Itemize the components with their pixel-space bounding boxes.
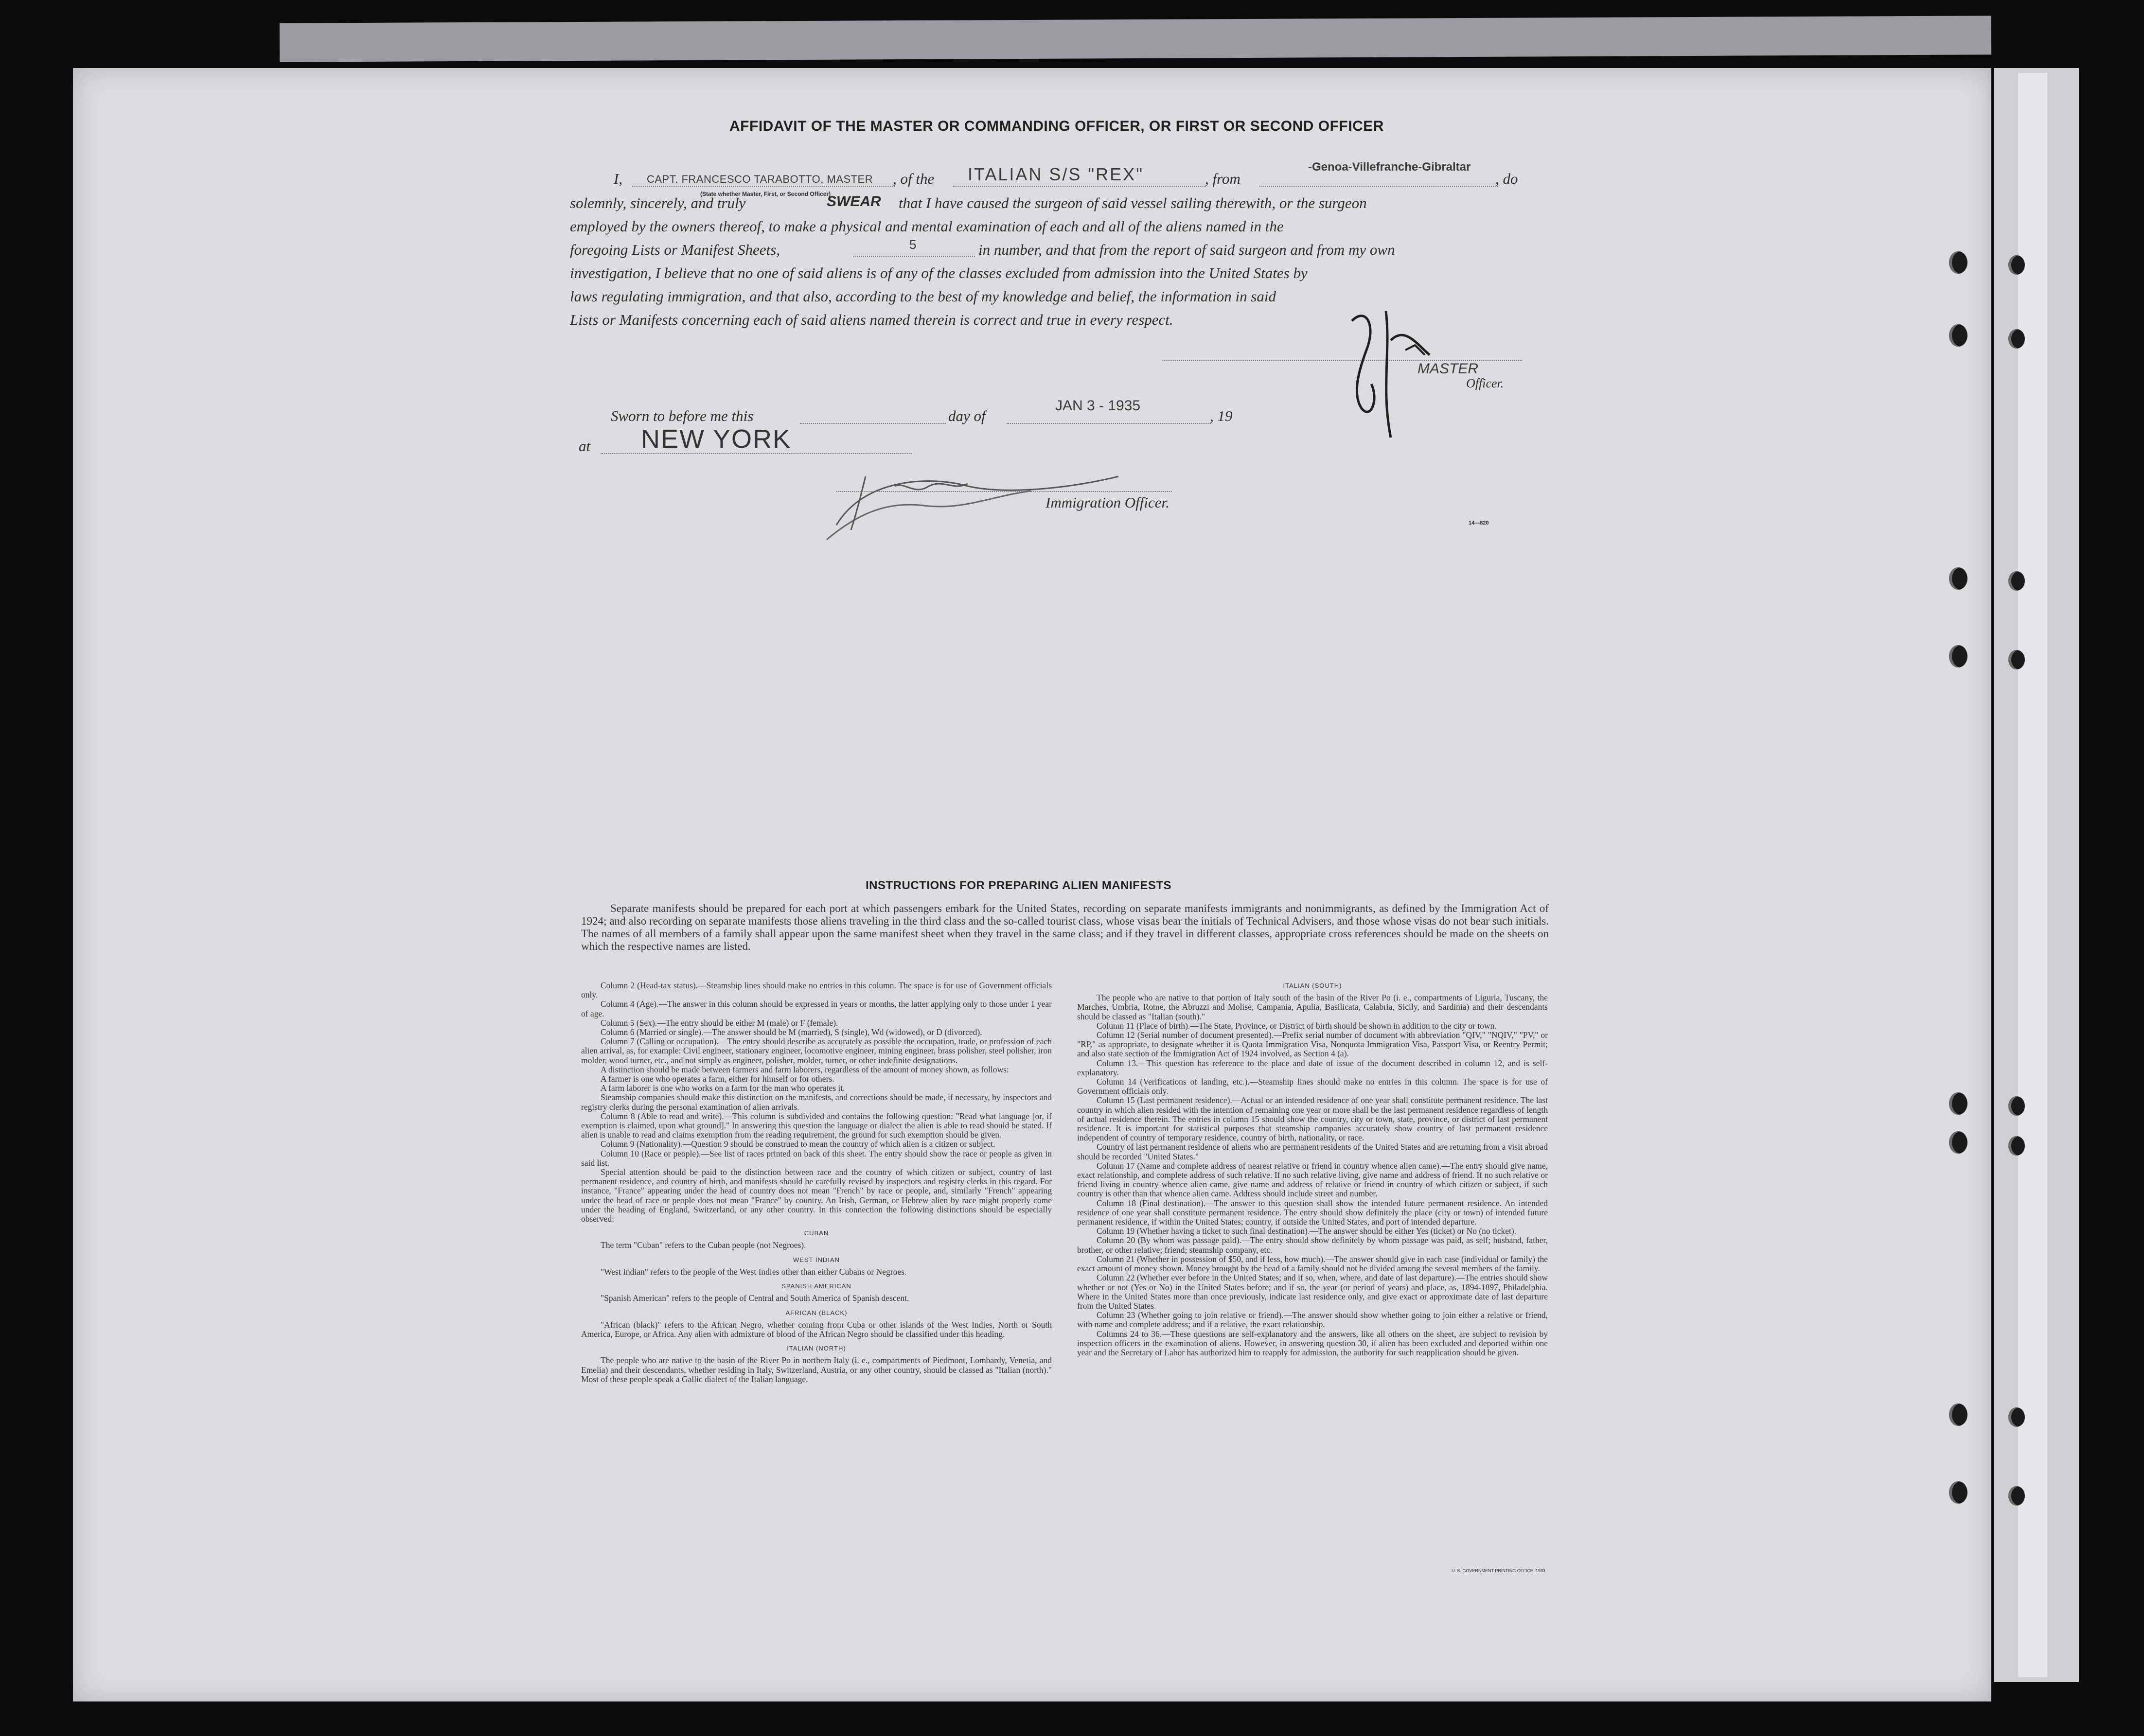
sworn-day-line (800, 423, 946, 424)
binder-hole (2008, 329, 2025, 349)
instruction-paragraph: Column 18 (Final destination).—The answer to this question shall show the intended future permanent residence. An intended residence of one year shall constitute permanent residence. The entry should show definitely the place (city or town) of intended future permanent residence, if within the United States; country, if outside the United States, and port of intended departure. (1077, 1198, 1548, 1227)
cuban-text: The term "Cuban" refers to the Cuban people (not Negroes). (601, 1240, 806, 1250)
instruction-paragraph: Column 8 (Able to read and write).—This column is subdivided and contains the following question: "Read what language [or, if exemption is claimed, upon what ground]." In answering this question the language or dialect the alien is able to read should be stated. If alien is unable to read and claims exemption from the reading requirement, the ground for such exemption should be given. (581, 1111, 1052, 1140)
master-label: MASTER (1418, 361, 1479, 377)
binder-hole (1949, 1131, 1967, 1154)
binder-hole (1949, 567, 1967, 590)
instructions-intro: Separate manifests should be prepared for each port at which passengers embark for the United States, recording on separate manifests immigrants and nonimmigrants, as defined by the Immigration Act of 1924; and also recording on separate manifests those aliens traveling in the third class and the so-called tourist class, whose visas bear the initials of Technical Advisers, and those whose visas do not bear such initials. The names of all members of a family shall appear upon the same manifest sheet when they travel in the same class; and if they travel in different classes, appropriate cross references should be made on the sheets on which the respective names are listed. (581, 902, 1549, 952)
instruction-paragraph: Column 15 (Last permanent residence).—Actual or an intended residence of one year shall constitute permanent residence. The last country in which alien resided with the intention of remaining one year or more shall be the last permanent residence regardless of length of actual residence therein. The entries in column 15 should show the country, city or town, state, province, or district of last permanent residence. It is important for statistical purposes that steamship companies accurately show country of last permanent residence independent of country of temporary residence, country of birth, nationality, or race. (1077, 1095, 1548, 1143)
oath-line-4b: in number, and that from the report of said surgeon and from my own (978, 241, 1395, 258)
affidavit-title: AFFIDAVIT OF THE MASTER OR COMMANDING OFFICER, OR FIRST OR SECOND OFFICER (729, 118, 1384, 134)
do-text: , do (1495, 170, 1518, 187)
instruction-paragraph: Column 12 (Serial number of document presented).—Prefix serial number of document with abbreviation "QIV," "NQIV," "PV," or "RP," as appropriate, to designate whether it is Quota Immigration Visa, Nonquota Immigration Visa, Passport Visa, or Reentry Permit; and also state section of the Immigration Act of 1924 involved, as Section 4 (a). (1077, 1030, 1548, 1059)
binder-hole (2008, 1096, 2025, 1116)
italian-north-text: The people who are native to the basin of the River Po in northern Italy (i. e., compartments of Piedmont, Lombardy, Venetia, and Emelia) and their descendants, whether residing in Italy, Switzerland, Austria, or any other country, should be classed as "Italian (north)." Most of these people speak a Gallic dialect of the Italian language. (581, 1355, 1052, 1384)
master-name-line (632, 186, 895, 187)
oath-line-6: laws regulating immigration, and that also, according to the best of my knowledge and belief, the information in said (570, 288, 1276, 305)
sworn-date-line (1007, 423, 1211, 424)
master-name: CAPT. FRANCESCO TARABOTTO, MASTER (647, 173, 873, 185)
master-hint: (State whether Master, First, or Second Officer) (700, 191, 831, 197)
oath-line-2a: solemnly, sincerely, and truly (570, 194, 746, 211)
oath-line-7: Lists or Manifests concerning each of said aliens named therein is correct and true in every respect. (570, 311, 1173, 328)
binder-hole (2008, 571, 2025, 591)
cuban-heading: CUBAN (804, 1229, 829, 1237)
immigration-officer-line (836, 491, 1172, 492)
instruction-paragraph: Column 21 (Whether in possession of $50, and if less, how much).—The answer should give in each case (individual or family) the exact amount of money shown. Money brought by the head of a family should not be divided among the several members of the family. (1077, 1254, 1548, 1274)
binder-hole (2008, 255, 2025, 275)
oath-line-2b: that I have caused the surgeon of said vessel sailing therewith, or the surgeon (899, 194, 1367, 211)
binder-hole (2008, 650, 2025, 669)
instructions-left-column (581, 981, 1052, 1384)
spanish-american-text: "Spanish American" refers to the people of Central and South America of Spanish descent. (601, 1293, 909, 1303)
binder-hole (1949, 1481, 1967, 1504)
instruction-paragraph: Column 19 (Whether having a ticket to such final destination).—The answer should be either Yes (ticket) or No (no ticket). (1097, 1226, 1517, 1236)
instruction-paragraph: Column 17 (Name and complete address of nearest relative or friend in country whence alien came).—The entry should give name, exact relationship, and complete address of such relative. If no such relative living, give name and address of friend. If no such relative or friend living in country whence alien came, give name and address of relative or friend in country of which citizen or subject, if such country is other than that whence alien came. Address should include street and number. (1077, 1160, 1548, 1199)
printer-imprint: U. S. GOVERNMENT PRINTING OFFICE: 1933 (1452, 1568, 1545, 1573)
sworn-date: JAN 3 - 1935 (1055, 398, 1141, 414)
instruction-paragraph: Column 20 (By whom was passage paid).—The entry should show definitely by whom passage was paid, as self; husband, father, brother, or other relative; friend; steamship company, etc. (1077, 1235, 1548, 1255)
instruction-paragraph: Column 22 (Whether ever before in the United States; and if so, when, where, and date of last departure).—The entries should show whether or not (Yes or No) in the United States before; and if so, the year (or period of years) and place, as, 1894-1897, Philadelphia. Where in the United States more than once previously, indicate last residence only, and give exact or approximate date of last departure from the United States. (1077, 1273, 1548, 1311)
instruction-paragraph: Column 9 (Nationality).—Question 9 should be construed to mean the country of which alien is a citizen or subject. (601, 1139, 995, 1149)
instruction-paragraph: Special attention should be paid to the distinction between race and the country of which citizen or subject, country of last permanent residence, and country of birth, and manifests should be carefully revised by inspectors and registry clerks in this regard. For instance, "France" appearing under the head of country does not mean "French" by race or people, and, similarly "French" appearing under the head of race or people does not mean "France" by country. An Irish, German, or Hebrew alien by race might properly come under the heading of England, Switzerland, or any other country. In this connection the following distinctions should be especially observed: (581, 1167, 1052, 1224)
from-text: , from (1205, 170, 1240, 187)
instruction-paragraph: The people who are native to that portion of Italy south of the basin of the River Po (i. e., compartments of Liguria, Tuscany, the Marches, Umbria, Rome, the Abruzzi and Molise, Campania, Apulia, Basilicata, Calabria, Sicily, and Sardinia) and their descendants should be classed as "Italian (south)." (1077, 993, 1548, 1021)
sworn-text: Sworn to before me this (611, 407, 754, 424)
binder-strip (2018, 73, 2047, 1677)
vessel-name: ITALIAN S/S "REX" (968, 164, 1144, 184)
instruction-paragraph: Columns 24 to 36.—These questions are self-explanatory and the answers, like all others on the sheet, are subject to revision by inspection officers in the examination of aliens. However, in answering question 30, if alien has been excluded and deported within one year and the Secretary of Labor has authorized him to reapply for admission, the authority for such reapplication should be given. (1077, 1329, 1548, 1357)
instruction-paragraph: Column 10 (Race or people).—See list of races printed on back of this sheet. The entry should show the race or people as given in said list. (581, 1148, 1052, 1168)
italian-south-heading: ITALIAN (SOUTH) (1283, 982, 1342, 989)
oath-line-3: employed by the owners thereof, to make a physical and mental examination of each and all of the aliens named in the (570, 218, 1284, 235)
instruction-paragraph: Column 13.—This question has reference to the place and date of issue of the document described in column 12, and is self-explanatory. (1077, 1058, 1548, 1077)
at-text: at (579, 438, 591, 455)
binder-hole (1949, 324, 1967, 347)
binder-hole (1949, 645, 1967, 667)
instruction-paragraph: Column 7 (Calling or occupation).—The entry should describe as accurately as possible the occupation, trade, or profession of each alien arrival, as, for example: Civil engineer, stationary engineer, locomotive engineer, mining engineer, brass polisher, steel polisher, iron molder, wood turner, etc., and not simply as engineer, polisher, molder, turner, or other indefinite designations. (581, 1036, 1052, 1065)
affidavit-i: I, (614, 170, 623, 187)
swear-word: SWEAR (827, 193, 881, 210)
instruction-paragraph: Column 6 (Married or single).—The answer should be M (married), S (single), Wd (widowed), or D (divorced). (601, 1027, 982, 1037)
sheet-count-line (853, 256, 975, 257)
instruction-paragraph: Column 2 (Head-tax status).—Steamship lines should make no entries in this column. The space is for use of Government officials only. (581, 981, 1052, 1000)
oath-line-5: investigation, I believe that no one of said aliens is of any of the classes excluded from admission into the United States by (570, 264, 1308, 281)
instruction-paragraph: A distinction should be made between farmers and farm laborers, regardless of the amount of money shown, as follows: (601, 1064, 1009, 1074)
instruction-paragraph: Column 23 (Whether going to join relative or friend).—The answer should show whether going to join either a relative or friend, with name and complete address; and if a relative, the exact relationship. (1077, 1310, 1548, 1330)
departure-ports: -Genoa-Villefranche-Gibraltar (1308, 160, 1471, 174)
african-text: "African (black)" refers to the African Negro, whether coming from Cuba or other islands of the West Indies, North or South America, Europe, or Africa. Any alien with admixture of blood of the African Negro should be classified under this heading. (581, 1319, 1052, 1339)
form-code: 14—820 (1469, 520, 1489, 526)
binder-hole (1949, 1092, 1967, 1115)
vessel-line (953, 186, 1206, 187)
instruction-paragraph: Column 14 (Verifications of landing, etc.).—Steamship lines should make no entries in this column. The space is for use of Government officials only. (1077, 1077, 1548, 1096)
instruction-paragraph: A farmer is one who operates a farm, either for himself or for others. (601, 1074, 834, 1084)
binder-hole (1949, 1403, 1967, 1426)
immigration-officer-label: Immigration Officer. (1045, 494, 1169, 511)
instruction-paragraph: Column 5 (Sex).—The entry should be either M (male) or F (female). (601, 1017, 838, 1028)
back-sheet-edge (280, 16, 1991, 62)
sworn-place: NEW YORK (641, 424, 792, 454)
binder-hole (2008, 1407, 2025, 1427)
oath-line-4a: foregoing Lists or Manifest Sheets, (570, 241, 780, 258)
west-indian-heading: WEST INDIAN (793, 1256, 840, 1263)
binder-hole (2008, 1136, 2025, 1156)
day-of-text: day of (948, 407, 986, 424)
ports-line (1259, 186, 1498, 187)
of-the-text: , of the (893, 170, 935, 187)
italian-north-heading: ITALIAN (NORTH) (787, 1345, 846, 1352)
instruction-paragraph: Column 4 (Age).—The answer in this column should be expressed in years or months, the latter applying only to those under 1 year of age. (581, 999, 1052, 1018)
instruction-paragraph: Country of last permanent residence of aliens who are permanent residents of the United States and are returning from a visit abroad should be recorded "United States." (1077, 1142, 1548, 1161)
instruction-paragraph: Steamship companies should make this distinction on the manifests, and corrections should be made, if necessary, by inspectors and registry clerks during the personal examination of alien arrivals. (581, 1092, 1052, 1112)
year-prefix: , 19 (1210, 407, 1233, 424)
binder-hole (1949, 251, 1967, 274)
african-heading: AFRICAN (BLACK) (785, 1309, 848, 1316)
binder-hole (2008, 1486, 2025, 1506)
sheet-count: 5 (909, 237, 917, 252)
instruction-paragraph: A farm laborer is one who works on a farm for the man who operates it. (601, 1083, 845, 1093)
officer-label: Officer. (1466, 376, 1504, 390)
spanish-american-heading: SPANISH AMERICAN (781, 1282, 851, 1290)
west-indian-text: "West Indian" refers to the people of the West Indies other than either Cubans or Negroes. (601, 1266, 907, 1277)
instructions-right-column (1077, 981, 1548, 1357)
instructions-title: INSTRUCTIONS FOR PREPARING ALIEN MANIFESTS (866, 879, 1172, 892)
instruction-paragraph: Column 11 (Place of birth).—The State, Province, or District of birth should be shown in addition to the city or town. (1097, 1020, 1497, 1031)
